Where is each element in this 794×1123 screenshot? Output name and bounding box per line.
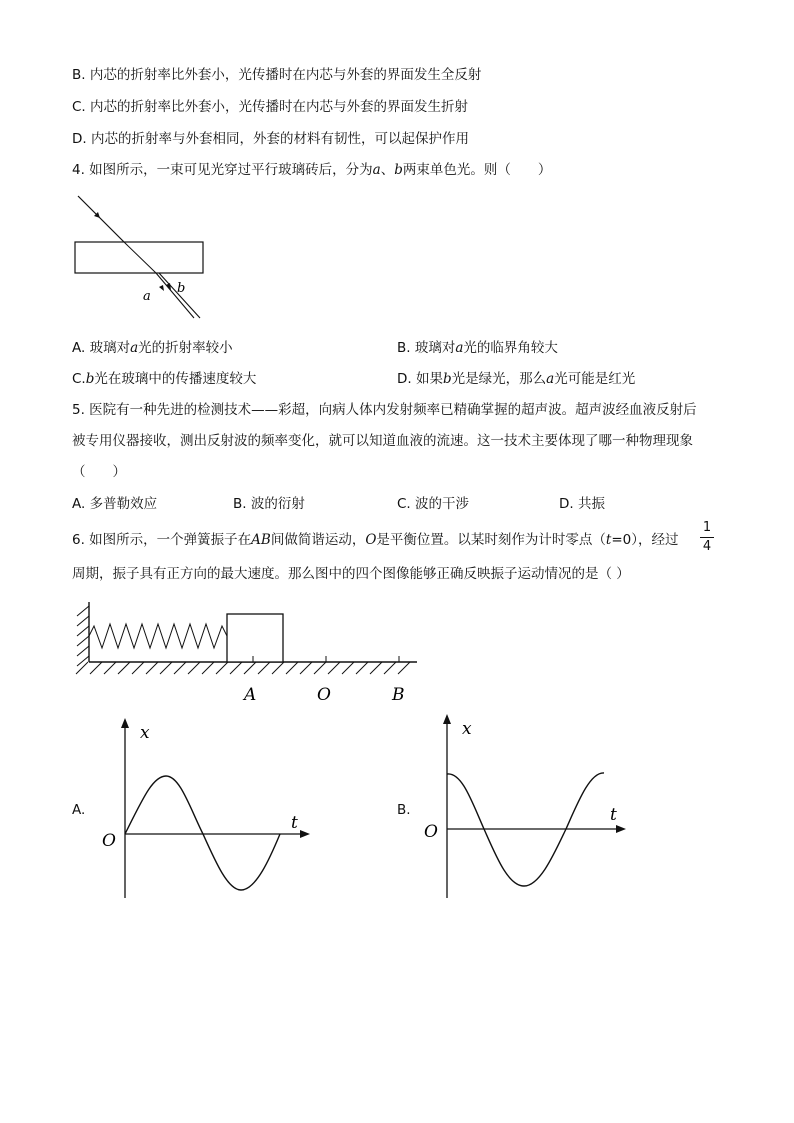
label-position-o: O bbox=[317, 685, 331, 705]
incident-ray bbox=[78, 196, 124, 242]
fraction-denominator: 4 bbox=[702, 539, 712, 554]
graph-b-t-arrow bbox=[616, 825, 626, 833]
q5-option-d: D. 共振 bbox=[559, 496, 605, 512]
graph-b-t-label: t bbox=[610, 805, 617, 825]
q6-stem-eq: =0），经过 bbox=[611, 532, 679, 548]
graph-a-t-label: t bbox=[291, 813, 298, 833]
q4-option-a bbox=[72, 338, 233, 358]
graph-b-x-label: x bbox=[462, 719, 472, 739]
q4-c-var: b bbox=[85, 371, 95, 387]
q4-option-d bbox=[397, 369, 635, 389]
q4-a-var: a bbox=[130, 340, 139, 356]
ray-a-arrow bbox=[159, 285, 164, 291]
q3-option-b: B. 内芯的折射率比外套小，光传播时在内芯与外套的界面发生全反射 bbox=[72, 67, 482, 83]
label-position-b: B bbox=[392, 685, 405, 705]
q4-stem-a: a bbox=[372, 162, 381, 178]
spring bbox=[89, 624, 227, 648]
q4-d-pre: D. 如果 bbox=[397, 371, 443, 387]
graph-b bbox=[420, 714, 640, 899]
q4-b-post: 光的临界角较大 bbox=[463, 340, 558, 356]
q3-option-c: C. 内芯的折射率比外套小，光传播时在内芯与外套的界面发生折射 bbox=[72, 99, 469, 115]
q5-line1: 5. 医院有一种先进的检测技术——彩超，向病人体内发射频率已精确掌握的超声波。超声波经血液反射后 bbox=[72, 402, 697, 418]
q4-option-c bbox=[72, 369, 256, 389]
graph-b-x-arrow bbox=[443, 714, 451, 724]
graph-a-origin: O bbox=[102, 831, 116, 851]
graph-a-x-arrow bbox=[121, 718, 129, 728]
q4-stem-post: 两束单色光。则（ ） bbox=[402, 162, 552, 178]
q4-c-pre: C. bbox=[72, 371, 86, 387]
ray-a bbox=[156, 273, 194, 318]
label-a: a bbox=[143, 289, 151, 304]
q4-b-var: a bbox=[455, 340, 464, 356]
fraction-numerator: 1 bbox=[702, 520, 712, 535]
q6-fraction bbox=[700, 520, 714, 555]
label-b: b bbox=[177, 281, 186, 296]
q6-line2: 周期，振子具有正方向的最大速度。那么图中的四个图像能够正确反映振子运动情况的是（ ） bbox=[72, 566, 630, 582]
graph-a-x-label: x bbox=[140, 723, 150, 743]
graph-b-option-label: B. bbox=[397, 802, 411, 818]
wall-hatching bbox=[77, 606, 89, 666]
floor-hatching bbox=[76, 662, 410, 674]
q4-option-b bbox=[397, 338, 558, 358]
q5-option-a: A. 多普勒效应 bbox=[72, 496, 158, 512]
q4-stem-pre: 4. 如图所示，一束可见光穿过平行玻璃砖后，分为 bbox=[72, 162, 373, 178]
q6-stem-pre: 6. 如图所示，一个弹簧振子在 bbox=[72, 532, 252, 548]
q4-b-pre: B. 玻璃对 bbox=[397, 340, 456, 356]
q4-d-mid: 光是绿光，那么 bbox=[451, 371, 547, 387]
q6-stem bbox=[72, 530, 679, 550]
q5-option-b: B. 波的衍射 bbox=[233, 496, 305, 512]
spring-oscillator-figure bbox=[72, 598, 432, 708]
glass-brick bbox=[75, 242, 203, 273]
graph-a bbox=[98, 718, 318, 903]
q4-stem-sep: 、 bbox=[380, 162, 395, 178]
graph-b-origin: O bbox=[424, 822, 438, 842]
fraction-bar bbox=[700, 537, 714, 538]
q4-glass-figure bbox=[72, 190, 212, 325]
label-position-a: A bbox=[244, 685, 257, 705]
q4-d-post: 光可能是红光 bbox=[554, 371, 636, 387]
q5-option-c: C. 波的干涉 bbox=[397, 496, 470, 512]
graph-a-t-arrow bbox=[300, 830, 310, 838]
q4-a-pre: A. 玻璃对 bbox=[72, 340, 131, 356]
q5-line3: （ ） bbox=[72, 464, 126, 480]
q6-stem-mid: 间做简谐运动， bbox=[270, 532, 366, 548]
q6-stem-t: t bbox=[605, 532, 612, 548]
q6-stem-ab: AB bbox=[251, 532, 271, 548]
q3-option-d: D. 内芯的折射率与外套相同，外套的材料有韧性，可以起保护作用 bbox=[72, 131, 469, 147]
q4-d-var1: b bbox=[442, 371, 452, 387]
q6-stem-mid2: 是平衡位置。以某时刻作为计时零点（ bbox=[376, 532, 606, 548]
q4-stem bbox=[72, 160, 551, 180]
q4-stem-b: b bbox=[394, 162, 403, 178]
oscillator-block bbox=[227, 614, 283, 662]
q4-a-post: 光的折射率较小 bbox=[138, 340, 233, 356]
q6-stem-o: O bbox=[365, 532, 377, 548]
q4-c-post: 光在玻璃中的传播速度较大 bbox=[94, 371, 257, 387]
graph-a-option-label: A. bbox=[72, 802, 86, 818]
graph-a-sine-curve bbox=[125, 776, 280, 890]
q5-line2: 被专用仪器接收，测出反射波的频率变化，就可以知道血液的流速。这一技术主要体现了哪一种物理现象 bbox=[72, 433, 693, 449]
q4-d-var2: a bbox=[546, 371, 555, 387]
